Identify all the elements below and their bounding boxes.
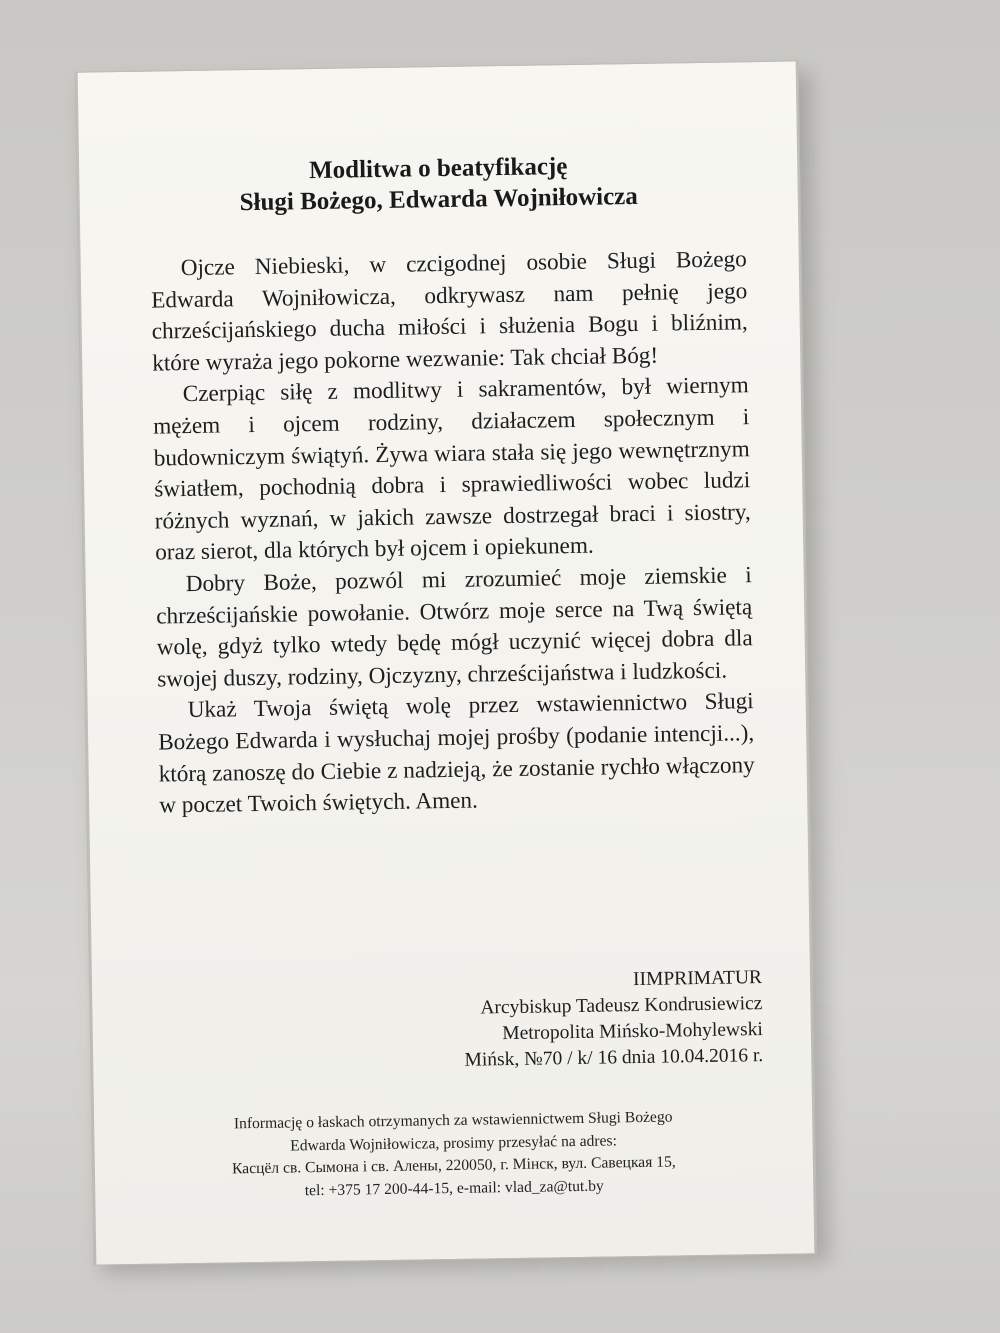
imprimatur-block (242, 965, 764, 1077)
imprimatur-line: Mińsk, №70 / k/ 16 dnia 10.04.2016 r. (464, 1045, 764, 1071)
imprimatur-line: Metropolita Mińsko-Mohylewski (502, 1019, 763, 1045)
contact-info (132, 1105, 775, 1205)
imprimatur-heading: IIMPRIMATUR (632, 967, 763, 991)
imprimatur-line: Arcybiskup Tadeusz Kondrusiewicz (480, 993, 763, 1019)
prayer-paragraph: Ukaż Twoja świętą wolę przez wstawiennictwo Sługi Bożego Edwarda i wysłuchaj mojej prośby (podanie intencji...), którą zanoszę do Ciebie z nadzieją, że zostanie rychło włączony w poczet Twoich świętych. Amen. (158, 688, 755, 819)
prayer-title (77, 147, 800, 220)
prayer-text (151, 244, 756, 822)
info-contact-line: tel: +375 17 200-44-15, e-mail: vlad_za@tut.by (304, 1177, 604, 1200)
info-line: Informację o łaskach otrzymanych za wstawiennictwem Sługi Bożego (233, 1108, 673, 1133)
info-address-line: Касцёл св. Сымона і св. Алены, 220050, г. Мінск, вул. Савецкая 15, (231, 1153, 676, 1178)
title-line: Modlitwa o beatyfikację (308, 153, 568, 185)
prayer-paragraph: Ojcze Niebieski, w czcigodnej osobie Sługi Bożego Edwarda Wojniłowicza, odkrywasz nam pełnię jego chrześcijańskiego ducha miłości i służenia Bogu i bliźnim, które wyraża jego pokorne wezwanie: Tak chciał Bóg! (151, 246, 748, 377)
title-line: Sługi Bożego, Edwarda Wojniłowicza (239, 182, 639, 217)
prayer-card (75, 60, 818, 1265)
prayer-paragraph: Czerpiąc siłę z modlitwy i sakramentów, był wiernym mężem i ojcem rodziny, działaczem społecznym i budowniczym świątyń. Żywa wiara stała się jego wewnętrznym światłem, pochodnią dobra i sprawiedliwości wobec ludzi różnych wyznań, w jakich zawsze dostrzegał braci i siostry, oraz sierot, dla których był ojcem i opiekunem. (153, 372, 751, 566)
info-line: Edwarda Wojniłowicza, prosimy przesyłać na adres: (290, 1131, 617, 1155)
prayer-paragraph: Dobry Boże, pozwól mi zrozumieć moje ziemskie i chrześcijańskie powołanie. Otwórz moje serce na Twą świętą wolę, gdyż tylko wtedy będę mógł uczynić więcej dobra dla swojej duszy, rodziny, Ojczyzny, chrześcijaństwa i ludzkości. (156, 562, 753, 693)
